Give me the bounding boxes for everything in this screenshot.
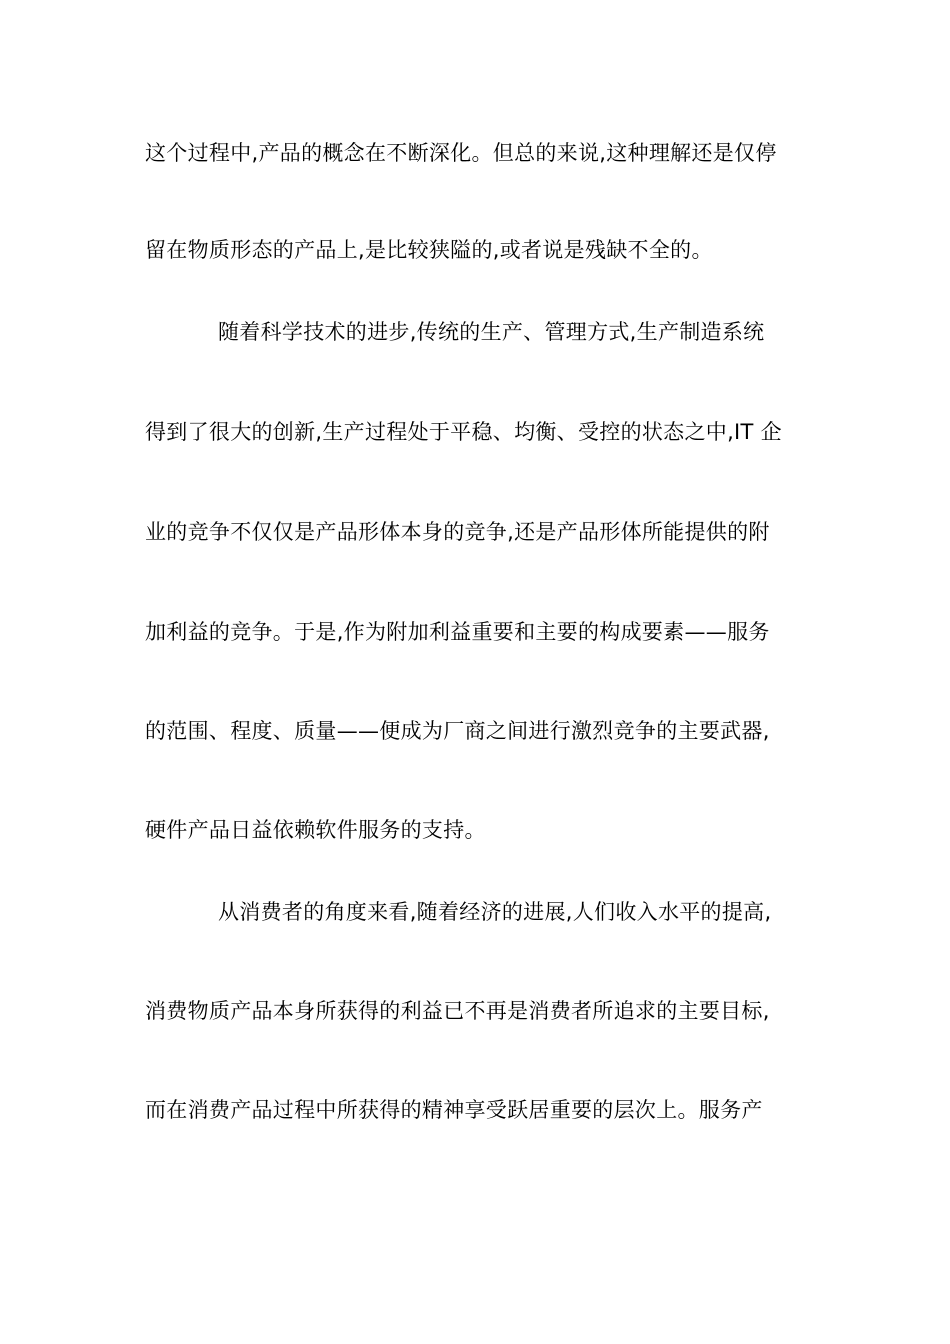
text-line-8: 硬件产品日益依赖软件服务的支持。 [145,818,486,842]
text-line-4: 得到了很大的创新,生产过程处于平稳、均衡、受控的状态之中,IT 企 [145,420,782,444]
text-line-9: 从消费者的角度来看,随着经济的进展,人们收入水平的提高, [218,900,772,924]
text-line-11: 而在消费产品过程中所获得的精神享受跃居重要的层次上。服务产 [145,1098,763,1122]
text-line-1: 这个过程中,产品的概念在不断深化。但总的来说,这种理解还是仅停 [145,141,777,165]
text-line-10: 消费物质产品本身所获得的利益已不再是消费者所追求的主要目标, [145,999,770,1023]
text-line-2: 留在物质形态的产品上,是比较狭隘的,或者说是残缺不全的。 [145,238,713,262]
text-line-7: 的范围、程度、质量——便成为厂商之间进行激烈竞争的主要武器, [145,719,770,743]
text-line-5: 业的竞争不仅仅是产品形体本身的竞争,还是产品形体所能提供的附 [145,520,770,544]
text-line-3: 随着科学技术的进步,传统的生产、管理方式,生产制造系统 [218,320,765,344]
text-line-6: 加利益的竞争。于是,作为附加利益重要和主要的构成要素——服务 [145,620,770,644]
